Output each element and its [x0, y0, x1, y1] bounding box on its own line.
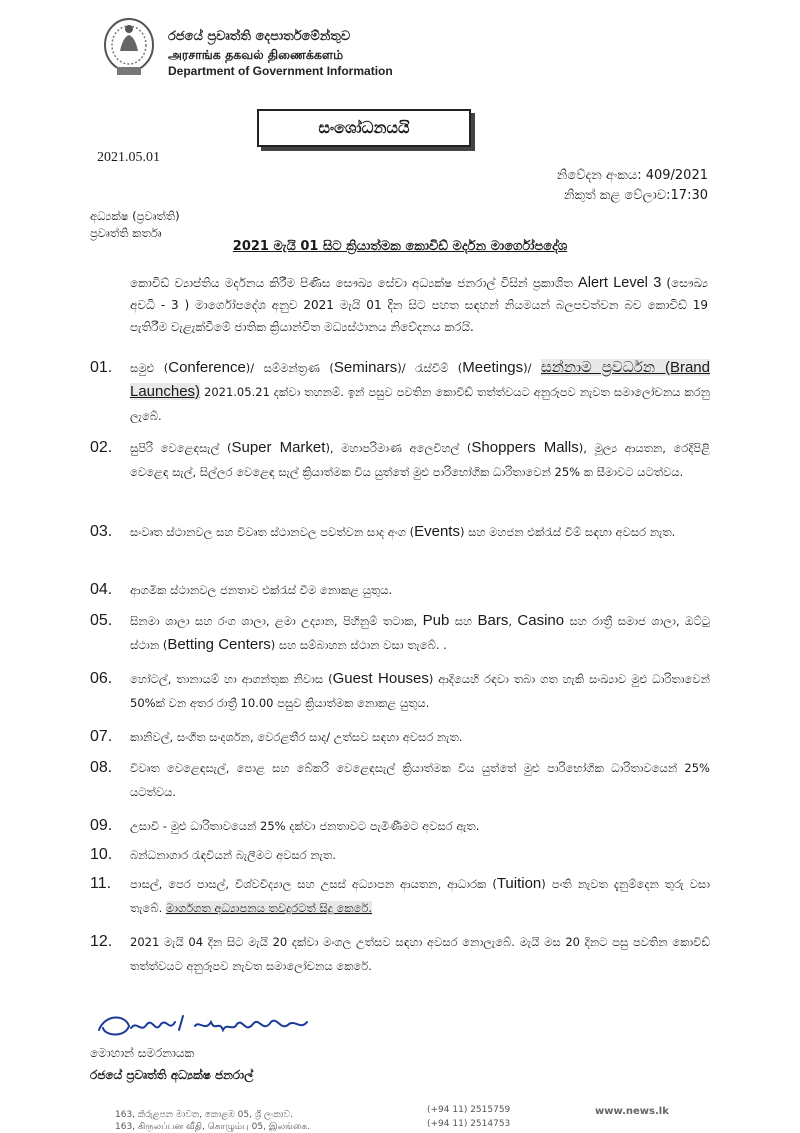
item-number: 03.	[90, 523, 113, 540]
phone-number: (+94 11) 2515759	[427, 1105, 511, 1115]
item-text: හෝටල්, තානායම් හා ආගන්තුක නිවාස (Guest Houses) ආදියෙහි රඳවා තබා ගත හැකි සංඛ්‍යාව මුළු ධාරිතාවෙන් 50%ක් වන අතර රාත්‍රී 10.00 පසුව ක්‍රියාත්මක නොකළ යුතුය.	[130, 670, 710, 710]
item-number: 11.	[90, 875, 112, 892]
recipient-line-1: අධ්‍යක්ෂ (ප්‍රවෘත්ති)	[90, 209, 180, 223]
item-number: 08.	[90, 759, 113, 776]
item-text: බන්ධනාගාර රැඳවියන් බැලීමට අවසර නැත.	[130, 848, 336, 862]
government-emblem-icon	[103, 15, 155, 79]
list-item	[90, 756, 710, 804]
list-item	[90, 814, 710, 838]
item-text: ආගමික ස්ථානවල ජනතාව එක්රැස් වීම නොකළ යුතුය.	[130, 583, 393, 597]
list-item	[90, 578, 710, 602]
website-link[interactable]: www.news.lk	[595, 1106, 669, 1117]
document-title: සංශෝධනයයි	[257, 109, 471, 147]
release-time: නිකුත් කළ වේලාව:17:30	[564, 188, 708, 203]
item-number: 05.	[90, 612, 113, 629]
item-number: 02.	[90, 439, 113, 456]
item-text: සංවෘත ස්ථානවල සහ විවෘත ස්ථානවල පවත්වන සාද අංග (Events) සහ මහජන එක්රැස් වීම් සඳහා අවසර නැත.	[130, 523, 676, 540]
list-item	[90, 667, 710, 715]
item-text: සුපිරි වෙළෙඳසැල් (Super Market), මහාපරිමාණ අලෙවිහල් (Shoppers Malls), මූල්‍ය ආයතන, රෙදිපිළි වෙළෙඳ සැල්, සිල්ලර වෙළෙඳ සැල් ක්‍රියාත්මක විය යුත්තේ මුළු පාරිභෝගික ධාරිතාවෙන් 25% ක සීමාවට යටත්වය.	[130, 439, 710, 479]
department-name-tamil: அரசாங்க தகவல் திணைக்களம்	[168, 47, 344, 62]
item-text: විවෘත වෙළෙඳසැල්, පොළ සහ බේකරි වෙළෙඳසැල් ක්‍රියාත්මක විය යුත්තේ මුළු පාරිභෝගික ධාරිතාවයෙන් 25% යටත්වය.	[130, 761, 710, 799]
item-text: සමුළු (Conference)/ සම්මන්ත්‍රණ (Seminars)/ රැස්වීම් (Meetings)/ සන්නාම ප්‍රවර්ධන (Brand Launches) 2021.05.21 දක්වා තහනම්. ඉන් පසුව පවතින කොවිඩ් තත්ත්වයට අනුරූපව නැවත සමාලෝචනය කරනු ලැබේ.	[130, 359, 710, 423]
item-text: කානිවල්, සංගීත සංදර්ශන, වෙරළතීර සාද/ උත්සව සඳහා අවසර නැත.	[130, 730, 463, 744]
subject-heading: 2021 මැයි 01 සිට ක්‍රියාත්මක කොවිඩ් මර්දන මාර්ගෝපදේශ	[232, 239, 568, 254]
department-name-english: Department of Government Information	[168, 64, 393, 78]
list-item	[90, 872, 710, 920]
signatory-title: රජයේ ප්‍රවෘත්ති අධ්‍යක්ෂ ජනරාල්	[90, 1068, 254, 1082]
address-sinhala: 163, කිරුළපන මාවත, කොළඹ 05, ශ්‍රී ලංකාව.	[115, 1110, 293, 1120]
list-item	[90, 436, 710, 484]
item-text: සිනමා ශාලා සහ රංග ශාලා, ළමා උද්‍යාන, පිහිනුම් තටාක, Pub සහ Bars, Casino සහ රාත්‍රී සමාජ ශාලා, ඔට්ටු ස්ථාන (Betting Centers) සහ සම්බාහන ස්ථාන වසා තැබේ. .	[130, 612, 710, 653]
address-tamil: 163, கிருலப்பன வீதி, கொழும்பு 05, இலங்கை.	[115, 1122, 311, 1132]
item-number: 06.	[90, 670, 113, 687]
item-number: 10.	[90, 846, 113, 863]
reference-number: නිවේදන අංකය: 409/2021	[556, 168, 708, 183]
item-number: 12.	[90, 933, 113, 950]
item-number: 09.	[90, 817, 113, 834]
item-text: පාසල්, පෙර පාසල්, විශ්වවිද්‍යාල සහ උසස් අධ්‍යාපන ආයතන, ආධාරක (Tuition) පංති නැවත දැනුම්දෙන තුරු වසා තැබේ. මාර්ගගත අධ්‍යාපනය තවදුරටත් සිදු කෙරේ.	[130, 875, 710, 915]
signatory-name: මොහාන් සමරනායක	[90, 1046, 195, 1060]
item-number: 07.	[90, 728, 113, 745]
list-item	[90, 725, 710, 749]
item-number: 01.	[90, 359, 113, 376]
list-item	[90, 843, 710, 867]
document-date: 2021.05.01	[97, 150, 160, 165]
item-number: 04.	[90, 581, 113, 598]
list-item	[90, 520, 710, 544]
intro-paragraph: කොවිඩ් ව්‍යාප්තිය මර්දනය කිරීම පිණිස සෞඛ්‍ය සේවා අධ්‍යක්ෂ ජනරාල් විසින් ප්‍රකාශිත Alert Level 3 (සෞඛ්‍ය අවධි - 3 ) මාර්ගෝපදේශ අනුව 2021 මැයි 01 දින සිට පහත සඳහන් නියමයන් බලපවත්වන බව කොවිඩ් 19 පැතිරීම වැළැක්වීමේ ජාතික ක්‍රියාන්විත මධ්‍යස්ථානය නිවේදනය කරයි.	[130, 275, 708, 334]
list-item	[90, 609, 710, 657]
item-text: උසාවි - මුළු ධාරිතාවයෙන් 25% දක්වා ජනතාවට පැමිණීමට අවසර ඇත.	[130, 819, 480, 833]
fax-number: (+94 11) 2514753	[427, 1119, 511, 1129]
recipient-line-2: ප්‍රවෘත්ති කර්තෘ	[90, 226, 162, 240]
list-item	[90, 356, 710, 428]
department-name-sinhala: රජයේ ප්‍රවෘත්ති දෙපාර්තමේන්තුව	[168, 29, 351, 44]
signature-image	[95, 1008, 315, 1048]
item-text: 2021 මැයි 04 දින සිට මැයි 20 දක්වා මංගල උත්සව සඳහා අවසර නොලැබේ. මැයි මස 20 දිනට පසු පවතින කොවිඩ් තත්ත්වයට අනුරූපව නැවත සමාලෝචනය කෙරේ.	[130, 935, 710, 973]
list-item	[90, 930, 710, 978]
